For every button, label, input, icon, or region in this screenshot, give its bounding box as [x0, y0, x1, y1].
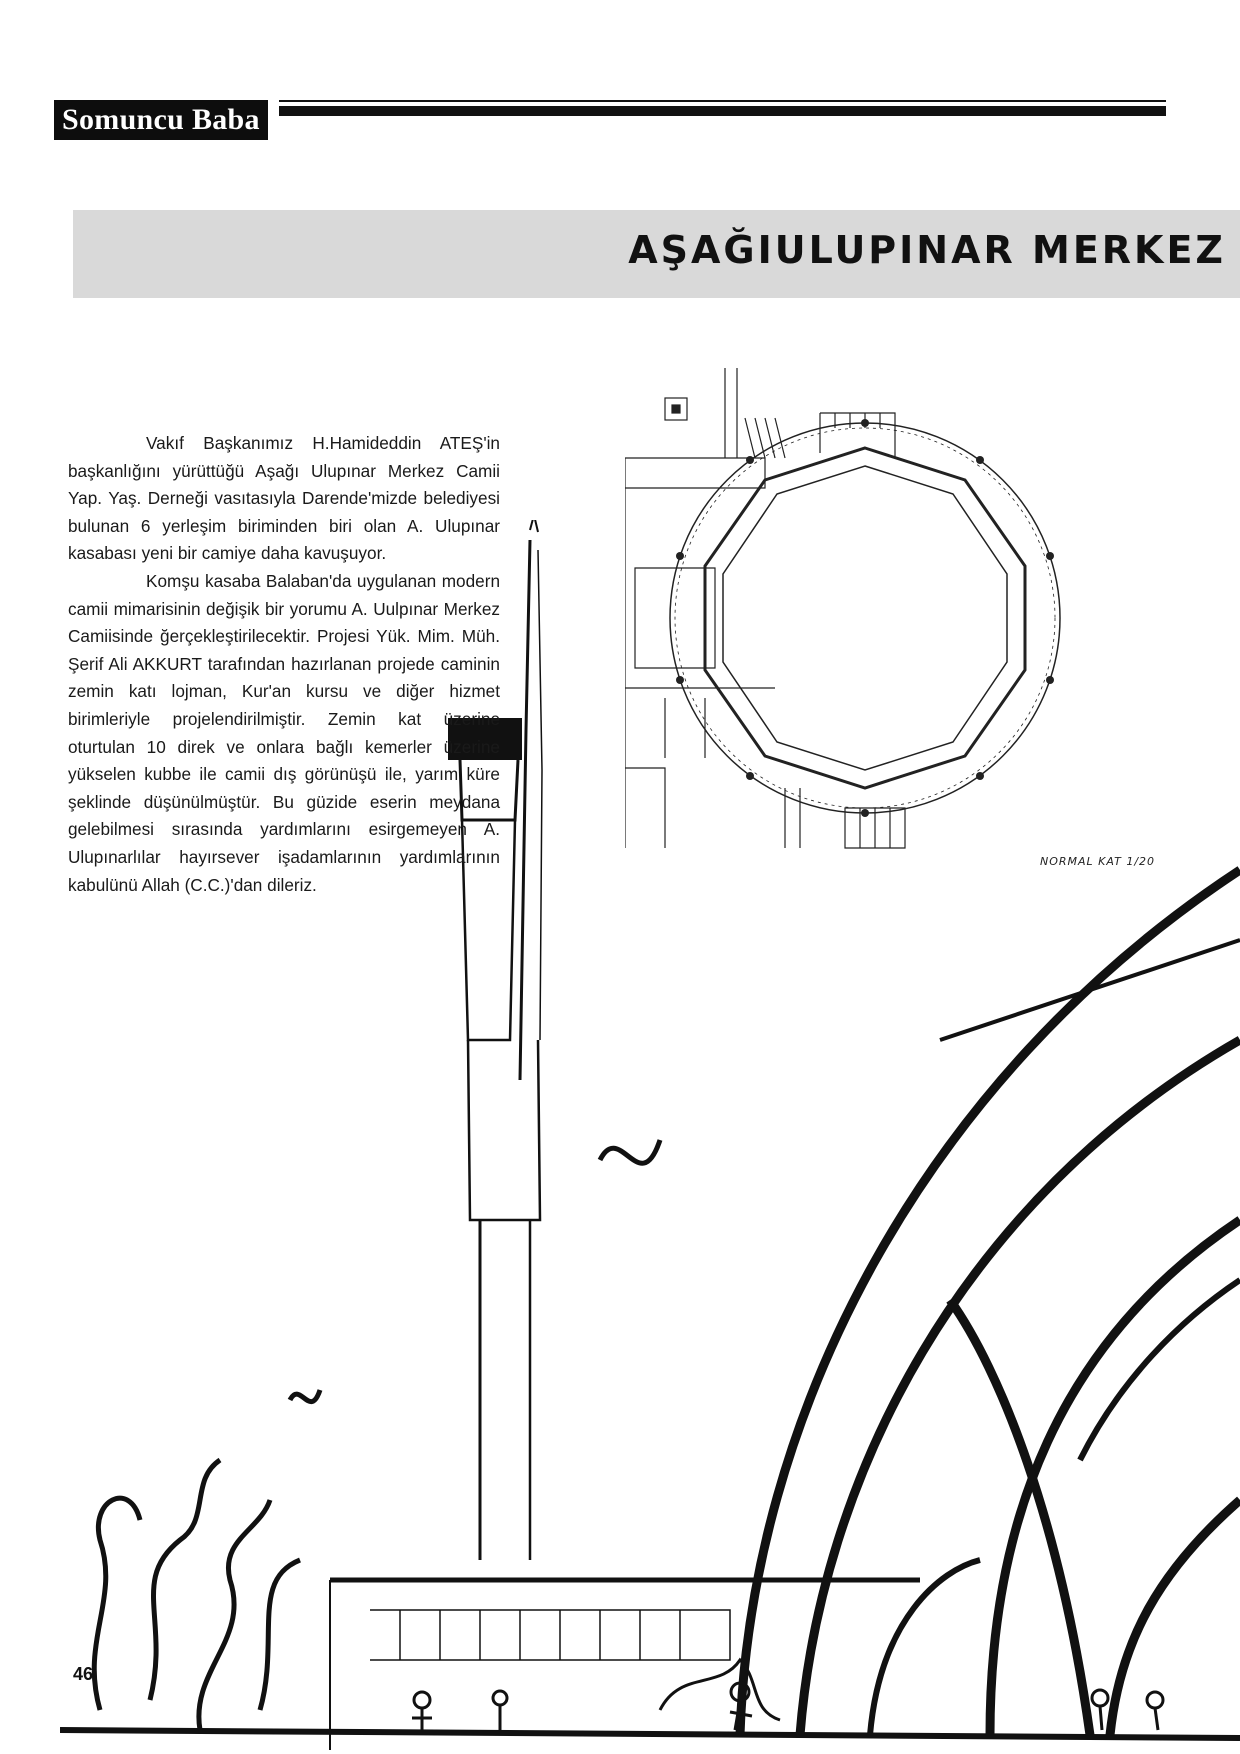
- header-rule-thin: [279, 100, 1166, 102]
- masthead: [54, 100, 1166, 140]
- article-body: [68, 430, 500, 899]
- tree-scribbles: [94, 1140, 780, 1730]
- article-paragraph: Komşu kasaba Balaban'da uygulanan modern camii mimarisinin değişik bir yorumu A. Uulpınar Merkez Camiisinde ğerçekleştirilecektir. Projesi Yük. Mim. Müh. Şerif Ali AKKURT tarafından hazırlanan projede caminin zemin katı lojman, Kur'an kursu ve diğer hizmet birimleriyle projelendirilmiştir. Zemin kat üzerine oturtulan 10 direk ve onlara bağlı kemerler üzerine yükselen kubbe ile camii dış görünüşü ile, yarım küre şeklinde düşünülmüştür. Bu güzide eserin meydana gelebilmesi sırasında yardımlarını esirgemeyen A. Ulupınarlılar hayırsever işadamlarının yardımlarının kabulünü Allah (C.C.)'dan dileriz.: [68, 570, 500, 895]
- plan-caption: NORMAL KAT 1/20: [1040, 855, 1156, 868]
- article-paragraph: Vakıf Başkanımız H.Hamideddin ATEŞ'in başkanlığını yürüttüğü Aşağı Ulupınar Merkez Camii Yap. Yaş. Derneği vasıtasıyla Darende'mizde belediyesi bulunan 6 yerleşim biriminden biri olan A. Ulupınar kasabası yeni bir camiye daha kavuşuyor.: [68, 433, 500, 564]
- brand-label: Somuncu Baba: [54, 100, 268, 140]
- page-number: 46: [73, 1664, 94, 1684]
- human-figures: [412, 1683, 1163, 1730]
- dome-drawing: [740, 870, 1240, 1735]
- title-banner: [73, 210, 1240, 298]
- header-rule-thick: [279, 106, 1166, 116]
- floor-plan-drawing: [625, 368, 1165, 868]
- page-title: AŞAĞIULUPINAR MERKEZ: [628, 228, 1226, 272]
